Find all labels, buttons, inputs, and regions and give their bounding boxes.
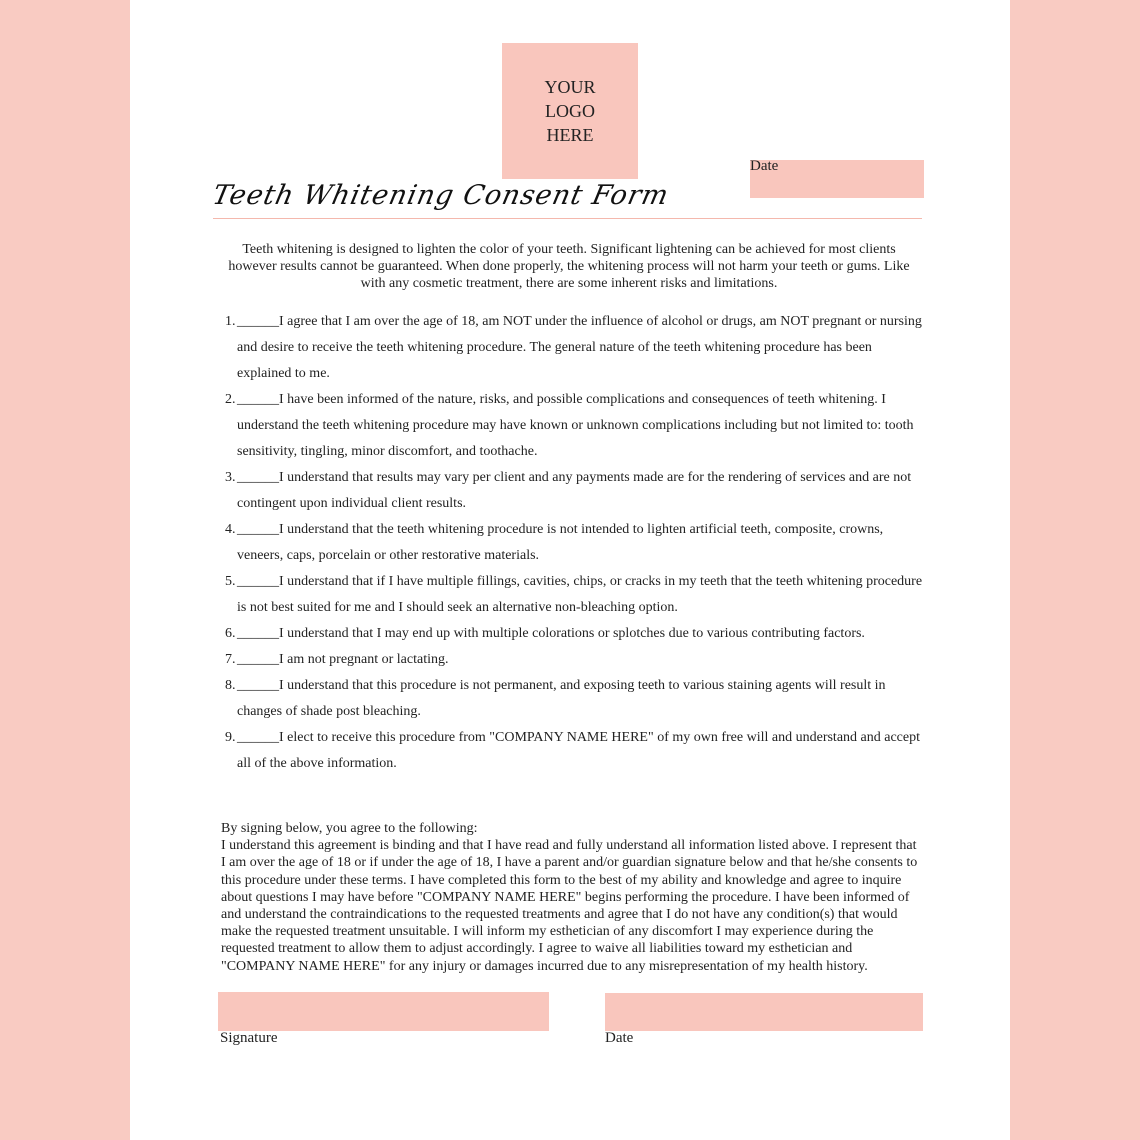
list-item [220, 517, 925, 569]
agreement-section [221, 820, 923, 975]
signature-label: Signature [220, 1030, 278, 1046]
item-number: 8. [225, 678, 236, 693]
list-item [220, 673, 925, 725]
form-title: Teeth Whitening Consent Form [209, 180, 672, 211]
title-divider [213, 218, 922, 219]
list-item [220, 569, 925, 621]
item-text: ______I elect to receive this procedure from "COMPANY NAME HERE" of my own free will and understand and accept all of the above information. [237, 730, 920, 771]
item-number: 3. [225, 470, 236, 485]
item-number: 6. [225, 626, 236, 641]
list-item [220, 647, 925, 673]
agreement-body: I understand this agreement is binding and that I have read and fully understand all information listed above. I represent that I am over the age of 18 or if under the age of 18, I have a parent and/or guardian signature below and that he/she consents to this procedure under these terms. I have completed this form to the best of my ability and knowledge and agree to inquire about questions I may have before "COMPANY NAME HERE" begins performing the procedure. I have been informed of and understand the contraindications to the requested treatments and agree that I do not have any condition(s) that would make the requested treatment unsuitable. I will inform my esthetician of any discomfort I may experience during the requested treatment to allow them to adjust accordingly. I agree to waive all liabilities toward my esthetician and "COMPANY NAME HERE" for any injury or damages incurred due to any misrepresentation of my health history. [221, 838, 918, 974]
item-text: ______I understand that the teeth whitening procedure is not intended to lighten artificial teeth, composite, crowns, veneers, caps, porcelain or other restorative materials. [237, 522, 884, 563]
item-number: 7. [225, 652, 236, 667]
list-item [220, 387, 925, 465]
signature-field[interactable] [218, 992, 549, 1031]
intro-paragraph: Teeth whitening is designed to lighten the color of your teeth. Significant lightening can be achieved for most clients however results cannot be guaranteed. When done properly, the whitening process will not harm your teeth or gums. Like with any cosmetic treatment, there are some inherent risks and limitations. [228, 242, 910, 291]
list-item [220, 465, 925, 517]
list-item [220, 725, 925, 777]
list-item [220, 621, 925, 647]
header-date-label: Date [750, 158, 779, 174]
item-text: ______I understand that this procedure is not permanent, and exposing teeth to various staining agents will result in changes of shade post bleaching. [237, 678, 886, 719]
item-number: 2. [225, 392, 236, 407]
signature-date-label: Date [605, 1030, 634, 1046]
item-text: ______I understand that I may end up with multiple colorations or splotches due to various contributing factors. [237, 626, 865, 641]
agreement-heading: By signing below, you agree to the following: [221, 821, 478, 836]
signature-date-field[interactable] [605, 993, 923, 1031]
item-text: ______I understand that results may vary per client and any payments made are for the rendering of services and are not contingent upon individual client results. [237, 470, 912, 511]
logo-text: YOUR LOGO HERE [544, 77, 596, 145]
list-item [220, 309, 925, 387]
item-text: ______I am not pregnant or lactating. [237, 652, 449, 667]
item-text: ______I understand that if I have multiple fillings, cavities, chips, or cracks in my teeth that the teeth whitening procedure is not best suited for me and I should seek an alternative non-bleaching option. [237, 574, 923, 615]
item-number: 5. [225, 574, 236, 589]
item-number: 1. [225, 314, 236, 329]
item-number: 9. [225, 730, 236, 745]
item-number: 4. [225, 522, 236, 537]
item-text: ______I have been informed of the nature, risks, and possible complications and consequences of teeth whitening. I understand the teeth whitening procedure may have known or unknown complications including but not limited to: tooth sensitivity, tingling, minor discomfort, and toothache. [237, 392, 914, 459]
logo-placeholder [502, 43, 638, 179]
item-text: ______I agree that I am over the age of 18, am NOT under the influence of alcohol or drugs, am NOT pregnant or nursing and desire to receive the teeth whitening procedure. The general nature of the teeth whitening procedure has been explained to me. [237, 314, 922, 381]
consent-list [220, 309, 925, 777]
